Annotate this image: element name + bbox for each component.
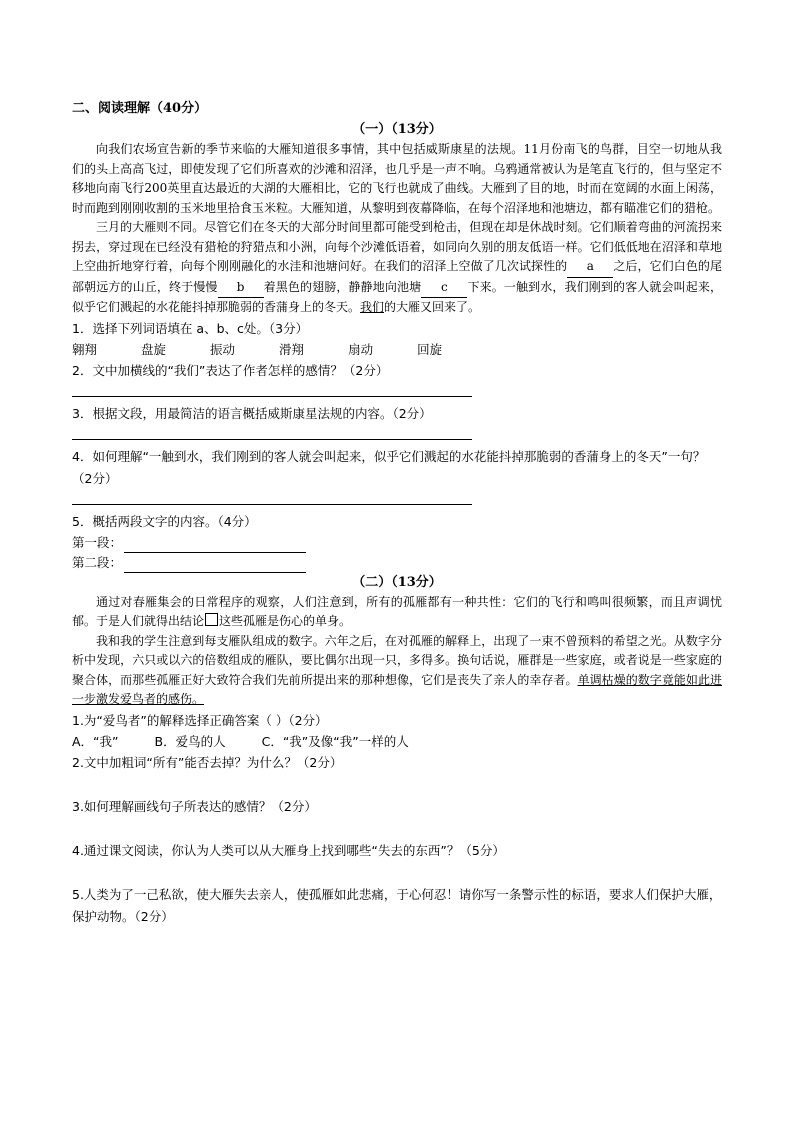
part2-question-3: 3.如何理解画线句子所表达的感情？（2分） [72,798,317,814]
part1-title: （一）（13分） [352,122,442,137]
part1-question-2: 2．文中加横线的“我们”表达了作者怎样的感情？（2分） [72,362,389,378]
choice-b[interactable]: B．爱鸟的人 [154,733,226,749]
underlined-women: 我们 [360,300,385,314]
answer-line[interactable] [72,382,472,397]
summary-row-1 [72,533,722,553]
word-option: 滑翔 [279,341,305,357]
punctuation-box[interactable] [205,613,218,626]
answer-line[interactable] [72,425,472,440]
part1-question-1: 1．选择下列词语填在 a、b、c处。（3分） [72,320,309,336]
word-option: 回旋 [417,341,443,357]
blank-c[interactable]: c [421,278,467,299]
choice-a[interactable]: A．“我” [72,733,119,749]
part2-title: （二）（13分） [352,574,442,590]
part2-paragraph-1: 通过对春雁集会的日常程序的观察，人们注意到，所有的孤雁都有一种共性：它们的飞行和鸣叫很频繁，而且声调忧郁。于是人们就得出结论 这些孤雁是伤心的单身。 [72,594,722,628]
word-options [72,340,722,360]
part1-paragraph-2: 三月的大雁则不同。尽管它们在冬天的大部分时间里都可能受到枪击，但现在却是休战时刻。它们顺着弯曲的河流拐来拐去，穿过现在已经没有猎枪的狩猎点和小洲，向每个沙滩低语着，如同向久别的朋友低语一样。它们低低地在沼泽和草地上空曲折地穿行着，向每个刚刚融化的水洼和池塘问好。在我们的沼泽上空做了几次试探性的 a 之后，它们白色的尾部朝远方的山丘，终于慢慢 b 着黑色的翅膀，静静地向池塘 c 下来。一触到水，我们刚到的客人就会叫起来，似乎它们溅起的水花能抖掉那脆弱的香蒲身上的冬天。我们的大雁又回来了。 [72,220,722,314]
summary-line-1[interactable] [124,537,306,553]
part1-question-3: 3．根据文段，用最简洁的语言概括威斯康星法规的内容。（2分） [72,405,432,421]
part2-question-4: 4.通过课文阅读，你认为人类可以从大雁身上找到哪些“失去的东西”？（5分） [72,842,505,858]
choice-c[interactable]: C．“我”及像“我”一样的人 [261,733,409,749]
section-title: 二、阅读理解（40分） [72,101,208,116]
part2-paragraph-2: 我和我的学生注意到每支雁队组成的数字。六年之后，在对孤雁的解释上，出现了一束不曾预料的希望之光。从数字分析中发现，六只或以六的倍数组成的雁队，要比偶尔出现一只，多得多。换句话说，雁群是一些家庭，或者说是一些家庭的聚合体，而那些孤雁正好大致符合我们先前所提出来的那种想像，它们是丧失了亲人的幸存者。单调枯燥的数字竟能如此进一步激发爱鸟者的感伤。 [72,633,722,706]
word-option: 盘旋 [141,341,167,357]
answer-line[interactable] [72,490,472,505]
part2-question-1: 1.为“爱鸟者”的解释选择正确答案（ ）（2分） [72,712,328,728]
word-option: 振动 [210,341,236,357]
blank-b[interactable]: b [218,278,264,299]
summary-label-2: 第二段： [72,554,123,570]
underlined-sentence: 单调枯燥的数字竟能如此进一步激发爱鸟者的感伤。 [72,672,722,706]
summary-line-2[interactable] [124,557,306,573]
word-option: 翱翔 [72,341,98,357]
blank-a[interactable]: a [567,257,613,278]
exam-page [72,98,722,928]
part1-paragraph-1: 向我们农场宣告新的季节来临的大雁知道很多事情，其中包括威斯康星的法规。11月份南飞的鸟群，目空一切地从我们的头上高高飞过，即使发现了它们所喜欢的沙滩和沼泽，也几乎是一声不响。乌鸦通常被认为是笔直飞行的，但与坚定不移地向南飞行200英里直达最近的大湖的大雁相比，它的飞行也就成了曲线。大雁到了目的地，时而在宽阔的水面上闲荡，时而跑到刚刚收割的玉米地里拾食玉米粒。大雁知道，从黎明到夜幕降临，在每个沼泽地和池塘边，都有瞄准它们的猎枪。 [72,142,722,215]
summary-row-2 [72,553,722,573]
part2-question-2: 2.文中加粗词“所有”能否去掉？为什么？（2分） [72,754,343,770]
part1-question-5: 5．概括两段文字的内容。（4分） [72,513,257,529]
part2-question-5: 5.人类为了一己私欲，使大雁失去亲人，使孤雁如此悲痛，于心何忍！请你写一条警示性的标语，要求人们保护大雁，保护动物。（2分） [72,886,722,924]
summary-label-1: 第一段： [72,534,123,550]
part1-question-4: 4．如何理解“一触到水，我们刚到的客人就会叫起来，似乎它们溅起的水花能抖掉那脆弱的香蒲身上的冬天”一句？（2分） [72,448,706,486]
word-option: 扇动 [348,341,374,357]
choice-options [72,732,722,752]
